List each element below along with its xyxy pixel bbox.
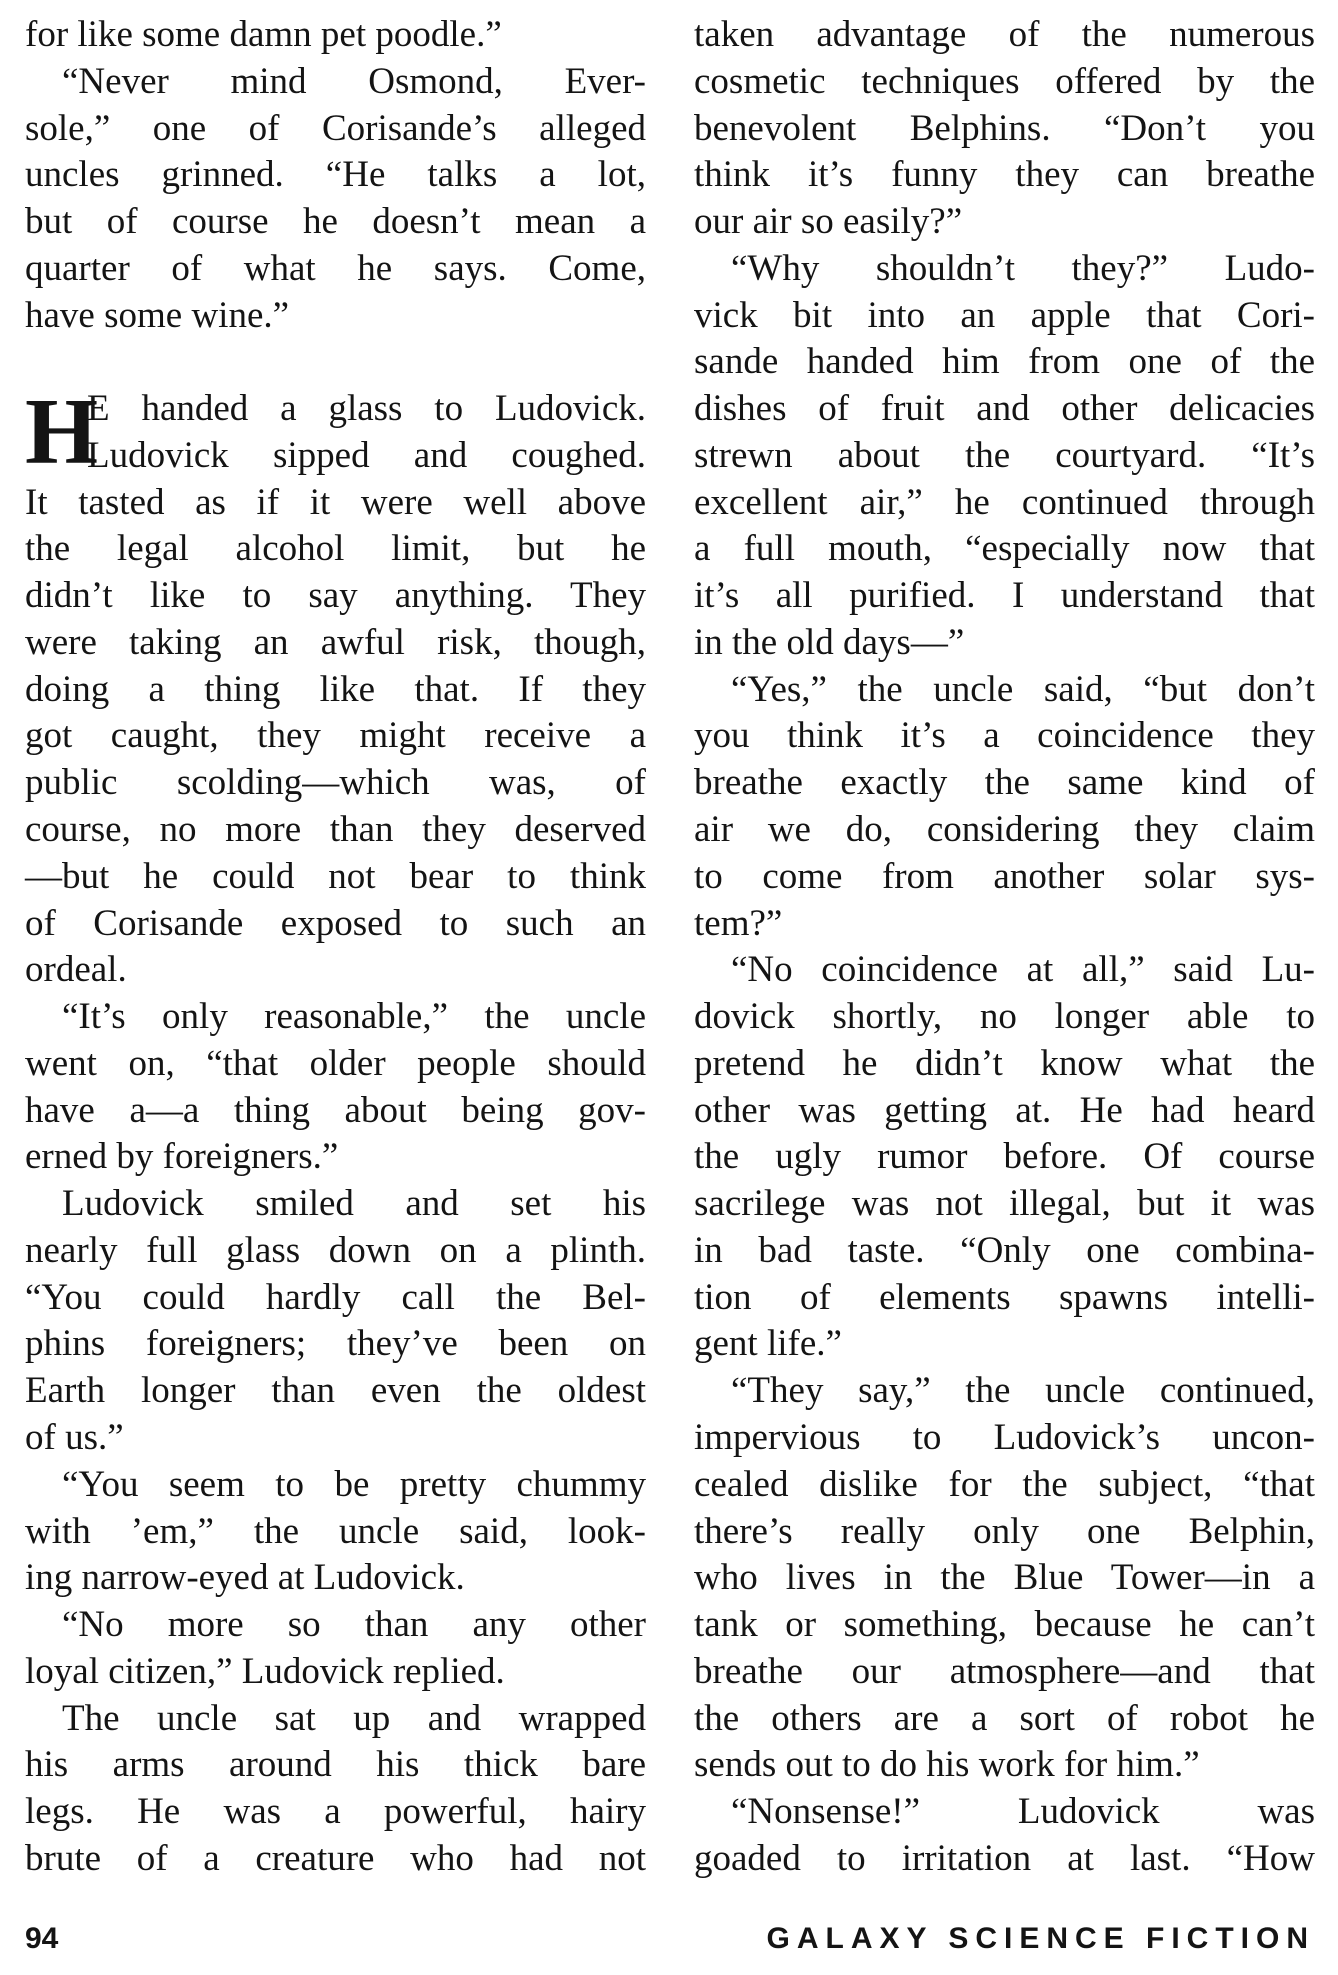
text-line: the others are a sort of robot he <box>694 1697 1315 1739</box>
text-line: “You could hardly call the Bel- <box>25 1276 646 1318</box>
running-head: GALAXY SCIENCE FICTION <box>766 1922 1315 1955</box>
paragraph <box>25 1602 646 1696</box>
text-line: It tasted as if it were well above <box>25 481 646 523</box>
text-line: have a—a thing about being gov- <box>25 1089 646 1131</box>
text-line: went on, “that older people should <box>25 1042 646 1084</box>
text-line: the legal alcohol limit, but he <box>25 528 646 570</box>
text-line: who lives in the Blue Tower—in a <box>694 1557 1315 1599</box>
text-line: strewn about the courtyard. “It’s <box>694 434 1315 476</box>
text-line: a full mouth, “especially now that <box>694 528 1315 570</box>
text-line: cosmetic techniques offered by the <box>694 60 1315 102</box>
text-line: Earth longer than even the oldest <box>25 1370 646 1412</box>
text-line: “No more so than any other <box>62 1604 646 1646</box>
text-line: our air so easily?” <box>694 201 963 243</box>
text-line: in the old days—” <box>694 621 965 663</box>
text-line: dovick shortly, no longer able to <box>694 996 1315 1038</box>
paragraph <box>25 59 646 340</box>
text-line: to come from another solar sys- <box>694 855 1315 897</box>
text-line: tem?” <box>694 902 783 944</box>
text-line: think it’s funny they can breathe <box>694 154 1315 196</box>
text-line: his arms around his thick bare <box>25 1744 646 1786</box>
text-line: didn’t like to say anything. They <box>25 575 646 617</box>
text-line: excellent air,” he continued through <box>694 481 1315 523</box>
text-line: “Nonsense!” Ludovick was <box>731 1791 1315 1833</box>
text-line: public scolding—which was, of <box>25 762 646 804</box>
text-line: nearly full glass down on a plinth. <box>25 1229 646 1271</box>
paragraph <box>25 1181 646 1462</box>
text-column-left <box>25 12 646 1883</box>
paragraph <box>25 994 646 1181</box>
text-line: sole,” one of Corisande’s alleged <box>25 107 646 149</box>
text-line: “No coincidence at all,” said Lu- <box>731 949 1315 991</box>
text-line: the ugly rumor before. Of course <box>694 1136 1315 1178</box>
paragraph <box>694 12 1315 246</box>
paragraph <box>694 947 1315 1368</box>
text-line: phins foreigners; they’ve been on <box>25 1323 646 1365</box>
paragraph <box>694 1368 1315 1789</box>
text-line: “Yes,” the uncle said, “but don’t <box>731 668 1315 710</box>
paragraph <box>25 1462 646 1602</box>
text-line: “Never mind Osmond, Ever- <box>62 60 646 102</box>
text-line: of us.” <box>25 1416 124 1458</box>
text-line: other was getting at. He had heard <box>694 1089 1315 1131</box>
text-line: cealed dislike for the subject, “that <box>694 1463 1315 1505</box>
text-line: breathe exactly the same kind of <box>694 762 1315 804</box>
text-line: brute of a creature who had not <box>25 1837 646 1879</box>
text-line: gent life.” <box>694 1323 842 1365</box>
text-line: dishes of fruit and other delicacies <box>694 388 1315 430</box>
text-line: breathe our atmosphere—and that <box>694 1650 1315 1692</box>
text-line: goaded to irritation at last. “How <box>694 1837 1315 1879</box>
text-line: “It’s only reasonable,” the uncle <box>62 996 646 1038</box>
text-line: quarter of what he says. Come, <box>25 247 646 289</box>
text-line: Ludovick sipped and coughed. <box>87 434 646 476</box>
text-line: E handed a glass to Ludovick. <box>87 388 646 430</box>
paragraph <box>25 12 646 59</box>
text-line: for like some damn pet poodle.” <box>25 14 502 55</box>
text-column-right <box>694 12 1315 1883</box>
text-line: of Corisande exposed to such an <box>25 902 646 944</box>
text-line: —but he could not bear to think <box>25 855 646 897</box>
text-line: erned by foreigners.” <box>25 1136 339 1178</box>
text-line: loyal citizen,” Ludovick replied. <box>25 1650 505 1692</box>
text-line: it’s all purified. I understand that <box>694 575 1315 617</box>
text-line: course, no more than they deserved <box>25 809 646 851</box>
text-line: sacrilege was not illegal, but it was <box>694 1183 1315 1225</box>
text-line: were taking an awful risk, though, <box>25 621 646 663</box>
text-line: sande handed him from one of the <box>694 341 1315 383</box>
paragraph <box>25 1696 646 1883</box>
text-line: benevolent Belphins. “Don’t you <box>694 107 1315 149</box>
page-number: 94 <box>25 1922 59 1955</box>
paragraph <box>694 1789 1315 1883</box>
text-line: tank or something, because he can’t <box>694 1604 1315 1646</box>
text-line: “They say,” the uncle continued, <box>731 1370 1315 1412</box>
text-line: there’s really only one Belphin, <box>694 1510 1315 1552</box>
text-line: The uncle sat up and wrapped <box>62 1697 646 1739</box>
text-line: you think it’s a coincidence they <box>694 715 1315 757</box>
text-line: vick bit into an apple that Cori- <box>694 294 1315 336</box>
text-line: uncles grinned. “He talks a lot, <box>25 154 646 196</box>
paragraph <box>25 380 646 994</box>
text-line: taken advantage of the numerous <box>694 14 1315 55</box>
text-line: ordeal. <box>25 949 127 991</box>
text-line: impervious to Ludovick’s uncon- <box>694 1416 1315 1458</box>
drop-cap: H <box>25 380 99 485</box>
text-line: air we do, considering they claim <box>694 809 1315 851</box>
text-line: got caught, they might receive a <box>25 715 646 757</box>
text-line: with ’em,” the uncle said, look- <box>25 1510 646 1552</box>
text-line: sends out to do his work for him.” <box>694 1744 1200 1786</box>
text-line: tion of elements spawns intelli- <box>694 1276 1315 1318</box>
text-line: doing a thing like that. If they <box>25 668 646 710</box>
paragraph <box>694 246 1315 667</box>
text-line: “Why shouldn’t they?” Ludo- <box>731 247 1315 289</box>
text-line: “You seem to be pretty chummy <box>62 1463 646 1505</box>
text-line: pretend he didn’t know what the <box>694 1042 1315 1084</box>
text-line: but of course he doesn’t mean a <box>25 201 646 243</box>
text-line: ing narrow-eyed at Ludovick. <box>25 1557 465 1599</box>
text-line: have some wine.” <box>25 294 290 336</box>
text-line: in bad taste. “Only one combina- <box>694 1229 1315 1271</box>
paragraph <box>694 667 1315 948</box>
text-line: legs. He was a powerful, hairy <box>25 1791 646 1833</box>
text-line: Ludovick smiled and set his <box>62 1183 646 1225</box>
